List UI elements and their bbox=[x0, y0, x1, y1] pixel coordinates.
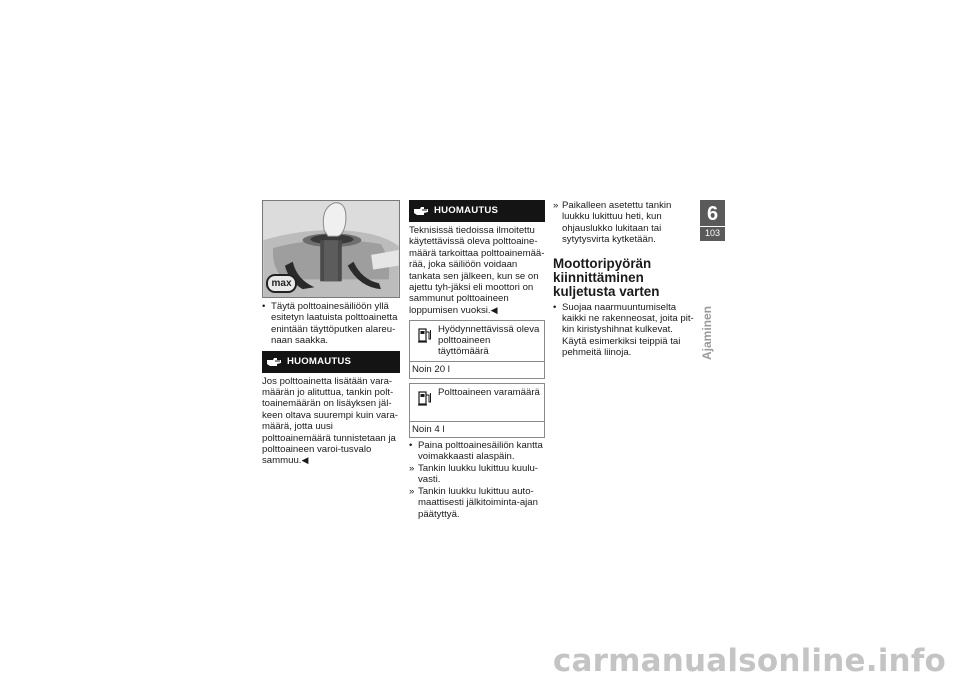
notice-text-1 bbox=[262, 376, 400, 467]
chapter-title: Ajaminen bbox=[700, 305, 714, 360]
protect-parts-step bbox=[553, 302, 695, 359]
fill-instruction bbox=[262, 301, 400, 347]
cap-immediate-lock-text: Paikalleen asetettu tankin luukku lukittuu heti, kun ohjauslukko lukitaan tai sytytysvirta kytketään. bbox=[562, 200, 672, 246]
notice-hand-icon bbox=[266, 356, 282, 368]
column-left bbox=[262, 200, 400, 467]
fuel-tank-photo bbox=[262, 200, 400, 298]
max-fill-label: max bbox=[266, 274, 297, 293]
fuel-pump-icon bbox=[418, 389, 432, 407]
fill-instruction-text: Täytä polttoainesäiliöön yllä esitetyn laatuista polttoainetta enintään täyttöputken alareu-naan saakka. bbox=[271, 301, 398, 347]
notice-title-1: HUOMAUTUS bbox=[287, 355, 352, 367]
cap-immediate-lock-result bbox=[553, 200, 695, 246]
page-number: 103 bbox=[704, 228, 721, 238]
cap-locks-text: Tankin luukku lukittuu kuulu-vasti. bbox=[418, 462, 538, 486]
notice-body-2: Teknisissä tiedoissa ilmoitettu käytettävissä oleva polttoaine-määrä tarkoittaa polttoainemää-rää, joka säiliöön voidaan tankata sen jälkeen, kun se on ajettu tyh-jäksi eli moottori on sammunut polttoaineen loppumisen vuoksi. bbox=[409, 225, 545, 316]
spec-reserve-fuel-value: Noin 4 l bbox=[410, 421, 544, 437]
end-mark-icon: ◀ bbox=[490, 304, 498, 315]
notice-bar-1 bbox=[262, 351, 400, 373]
notice-bar-2 bbox=[409, 200, 545, 222]
section-heading-transport: Moottoripyörän kiinnittäminen kuljetusta varten bbox=[553, 255, 660, 299]
press-cap-step bbox=[409, 440, 545, 463]
cap-locks-result bbox=[409, 463, 545, 486]
spec-reserve-fuel-label: Polttoaineen varamäärä bbox=[438, 386, 540, 398]
column-middle bbox=[409, 200, 545, 520]
spec-usable-fuel-header bbox=[410, 321, 544, 361]
protect-parts-text: Suojaa naarmuuntumiselta kaikki ne rakenneosat, joita pit-kin kiristyshihnat kulkevat. Käytä esimerkiksi teippiä tai pehmeitä liinoja. bbox=[562, 301, 694, 359]
end-mark-icon: ◀ bbox=[301, 455, 309, 466]
notice-hand-icon bbox=[413, 205, 429, 217]
notice-body-1: Jos polttoainetta lisätään vara-määrän jo alituttua, tankin polt-toainemäärän on lisäyksen jäl-keen oltava suurempi kuin vara-määrä, jotta uusi polttoainemäärä tunnistetaan ja polttoaineen varoi-tusvalo sammuu. bbox=[262, 375, 398, 467]
notice-title-2: HUOMAUTUS bbox=[434, 205, 499, 217]
notice-text-2 bbox=[409, 225, 545, 316]
column-right bbox=[553, 200, 695, 359]
chapter-number: 6 bbox=[706, 203, 719, 225]
watermark: carmanualsonline.info bbox=[552, 643, 946, 679]
spec-reserve-fuel-header bbox=[410, 384, 544, 421]
spec-usable-fuel-value: Noin 20 l bbox=[410, 361, 544, 377]
fuel-pump-icon bbox=[418, 326, 432, 344]
press-cap-text: Paina polttoainesäiliön kantta voimakkaasti alaspäin. bbox=[418, 440, 543, 463]
cap-auto-lock-text: Tankin luukku lukittuu auto-maattisesti jälkitoiminta-ajan päätyttyä. bbox=[418, 485, 538, 520]
spec-reserve-fuel bbox=[409, 383, 545, 438]
spec-usable-fuel bbox=[409, 320, 545, 378]
cap-auto-lock-result bbox=[409, 486, 545, 520]
spec-usable-fuel-label: Hyödynnettävissä oleva polttoaineen täyttömäärä bbox=[438, 324, 540, 358]
